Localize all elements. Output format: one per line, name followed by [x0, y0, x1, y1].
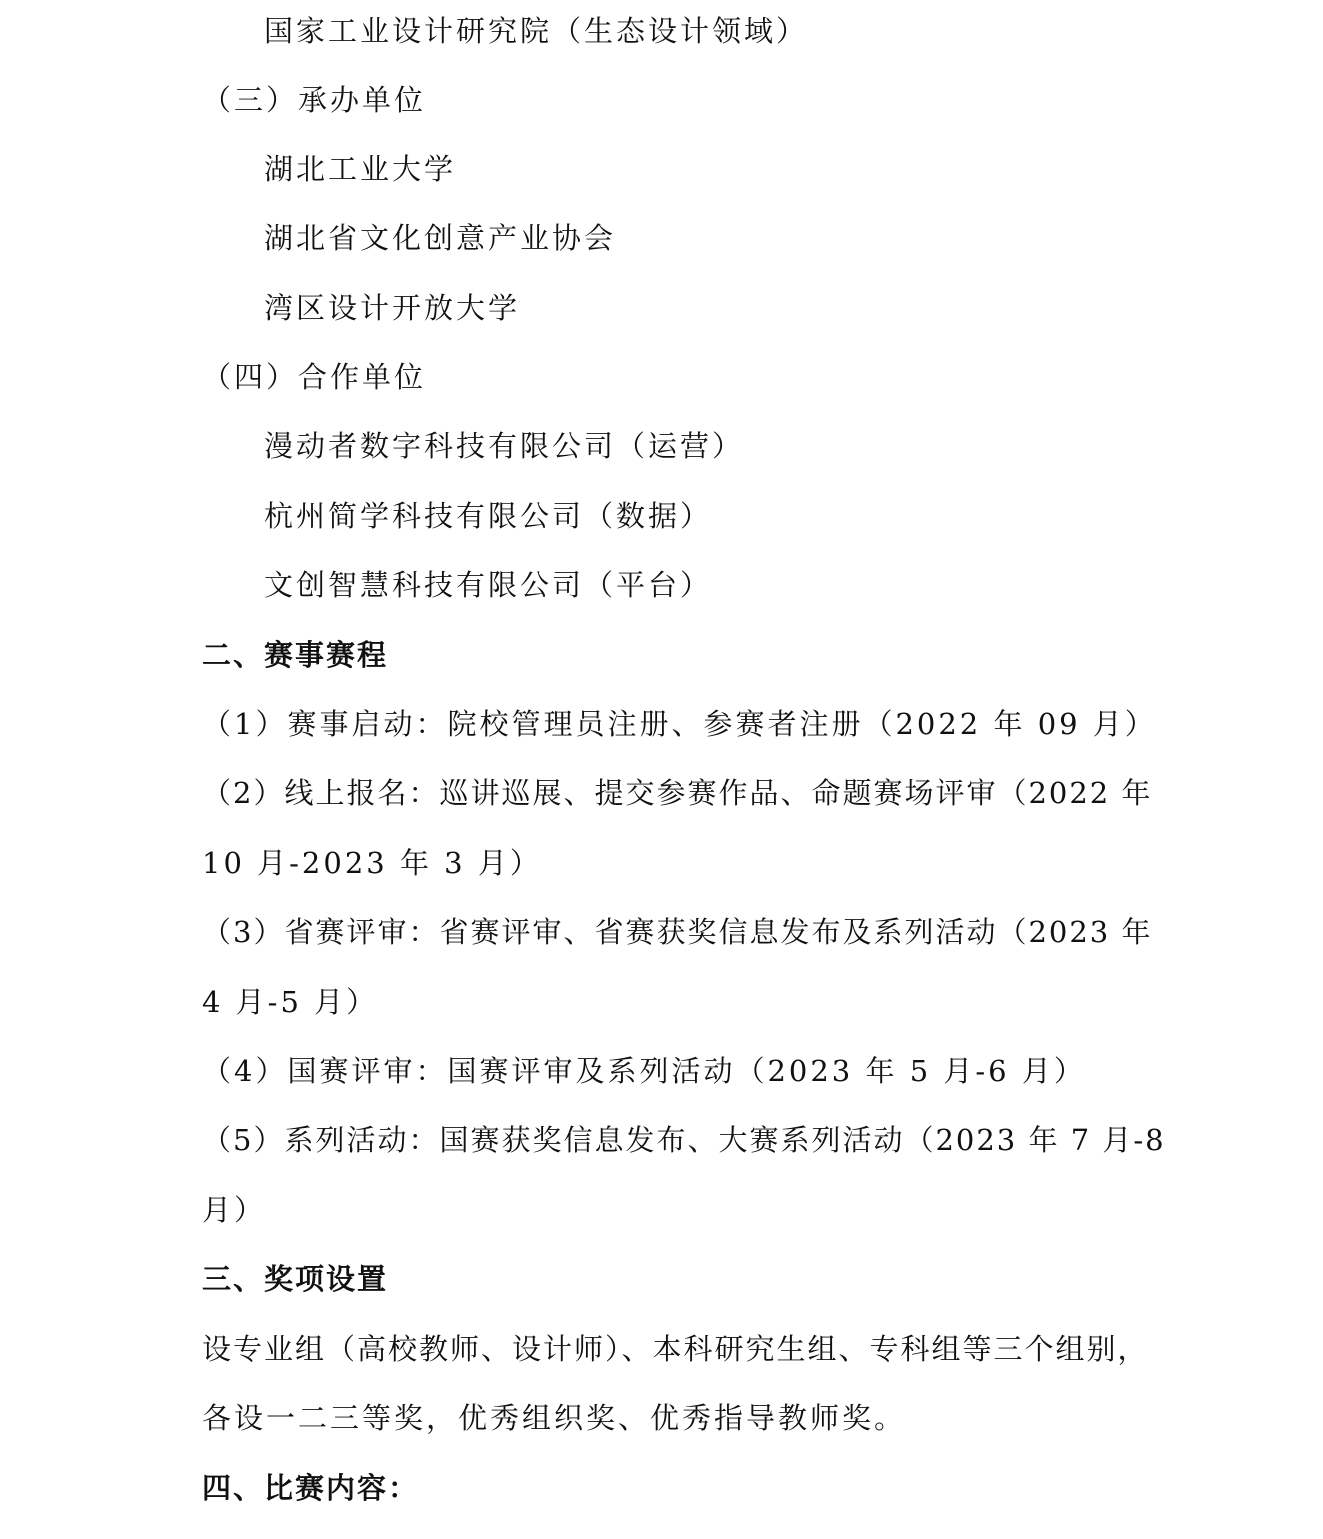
organizer-item: 国家工业设计研究院（生态设计领域）: [264, 14, 809, 48]
partner-unit-item: 杭州简学科技有限公司（数据）: [264, 499, 713, 533]
schedule-item-continuation: 10 月-2023 年 3 月）: [202, 846, 542, 880]
host-unit-item: 湖北工业大学: [264, 152, 457, 186]
host-unit-item: 湖北省文化创意产业协会: [264, 221, 617, 255]
schedule-item: （1）赛事启动：院校管理员注册、参赛者注册（2022 年 09 月）: [202, 707, 1157, 741]
schedule-item-continuation: 4 月-5 月）: [202, 985, 379, 1019]
schedule-item: （2）线上报名：巡讲巡展、提交参赛作品、命题赛场评审（2022 年: [202, 776, 1153, 810]
awards-text: 设专业组（高校教师、设计师）、本科研究生组、专科组等三个组别，: [202, 1332, 1149, 1366]
partner-unit-item: 漫动者数字科技有限公司（运营）: [264, 429, 745, 463]
schedule-heading: 二、赛事赛程: [202, 638, 389, 672]
host-unit-item: 湾区设计开放大学: [264, 291, 521, 325]
host-units-heading: （三）承办单位: [202, 83, 427, 117]
partner-unit-item: 文创智慧科技有限公司（平台）: [264, 568, 713, 602]
schedule-item: （5）系列活动：国赛获奖信息发布、大赛系列活动（2023 年 7 月-8: [202, 1123, 1166, 1157]
schedule-item: （3）省赛评审：省赛评审、省赛获奖信息发布及系列活动（2023 年: [202, 915, 1153, 949]
partner-units-heading: （四）合作单位: [202, 360, 427, 394]
schedule-item-continuation: 月）: [202, 1193, 267, 1227]
content-heading: 四、比赛内容：: [202, 1471, 420, 1505]
awards-text: 各设一二三等奖，优秀组织奖、优秀指导教师奖。: [202, 1401, 907, 1435]
schedule-item: （4）国赛评审：国赛评审及系列活动（2023 年 5 月-6 月）: [202, 1054, 1086, 1088]
awards-heading: 三、奖项设置: [202, 1262, 389, 1296]
